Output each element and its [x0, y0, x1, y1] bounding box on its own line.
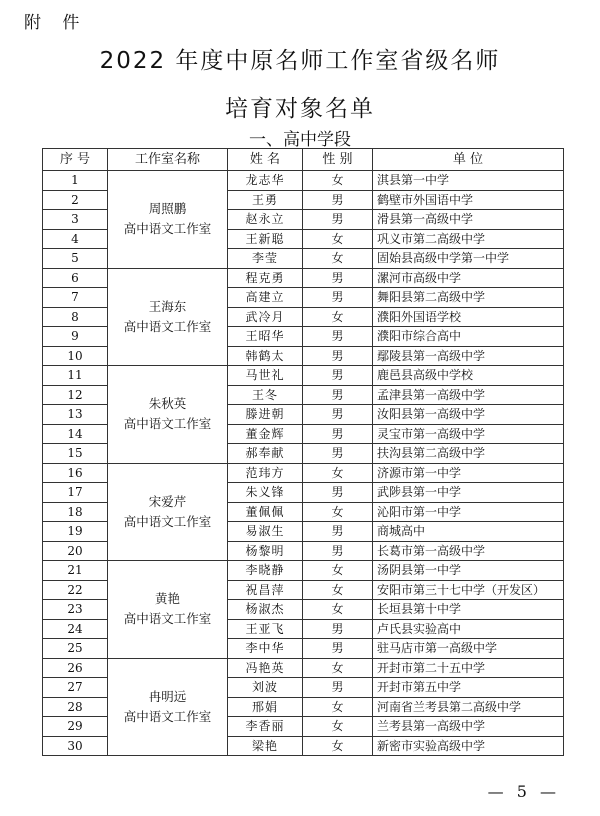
- roster-table: [42, 148, 564, 756]
- attachment-label: 附 件: [24, 13, 88, 33]
- person-gender: 女: [303, 502, 373, 522]
- table-row: [43, 268, 564, 288]
- table-row: [43, 561, 564, 581]
- person-name: 马世礼: [228, 366, 303, 386]
- person-gender: 男: [303, 639, 373, 659]
- row-number: 2: [43, 190, 108, 210]
- studio-leader-name: 周照鹏: [148, 201, 187, 217]
- table-row: [43, 463, 564, 483]
- person-name: 韩鹤太: [228, 346, 303, 366]
- studio-leader-name: 冉明远: [148, 688, 187, 704]
- person-name: 龙志华: [228, 171, 303, 191]
- row-number: 16: [43, 463, 108, 483]
- row-number: 10: [43, 346, 108, 366]
- row-number: 20: [43, 541, 108, 561]
- person-unit: 沁阳市第一中学: [373, 502, 564, 522]
- studio-cell: [108, 658, 228, 756]
- person-gender: 女: [303, 658, 373, 678]
- studio-cell: [108, 463, 228, 561]
- studio-leader-name: 黄艳: [154, 591, 180, 607]
- row-number: 8: [43, 307, 108, 327]
- column-header-studio: 工作室名称: [108, 149, 228, 171]
- row-number: 13: [43, 405, 108, 425]
- row-number: 1: [43, 171, 108, 191]
- person-unit: 孟津县第一高级中学: [373, 385, 564, 405]
- row-number: 27: [43, 678, 108, 698]
- person-name: 高建立: [228, 288, 303, 308]
- row-number: 22: [43, 580, 108, 600]
- row-number: 5: [43, 249, 108, 269]
- person-gender: 男: [303, 483, 373, 503]
- row-number: 28: [43, 697, 108, 717]
- person-name: 李中华: [228, 639, 303, 659]
- document-title-line1: 2022 年度中原名师工作室省级名师: [99, 48, 501, 74]
- person-gender: 男: [303, 619, 373, 639]
- person-name: 武冷月: [228, 307, 303, 327]
- person-unit: 鹿邑县高级中学校: [373, 366, 564, 386]
- studio-subject: 高中语文工作室: [123, 513, 212, 529]
- person-unit: 长垣县第十中学: [373, 600, 564, 620]
- page-number: — 5 —: [487, 782, 560, 801]
- person-unit: 汝阳县第一高级中学: [373, 405, 564, 425]
- column-header-number: 序 号: [43, 149, 108, 171]
- person-name: 王勇: [228, 190, 303, 210]
- person-gender: 男: [303, 268, 373, 288]
- person-name: 易淑生: [228, 522, 303, 542]
- person-unit: 鹤壁市外国语中学: [373, 190, 564, 210]
- person-unit: 灵宝市第一高级中学: [373, 424, 564, 444]
- row-number: 6: [43, 268, 108, 288]
- person-name: 董金辉: [228, 424, 303, 444]
- row-number: 3: [43, 210, 108, 230]
- row-number: 25: [43, 639, 108, 659]
- row-number: 24: [43, 619, 108, 639]
- row-number: 19: [43, 522, 108, 542]
- table-row: [43, 171, 564, 191]
- person-unit: 兰考县第一高级中学: [373, 717, 564, 737]
- studio-cell: [108, 171, 228, 269]
- person-unit: 济源市第一中学: [373, 463, 564, 483]
- person-gender: 男: [303, 541, 373, 561]
- person-name: 李莹: [228, 249, 303, 269]
- studio-cell: [108, 268, 228, 366]
- person-gender: 男: [303, 288, 373, 308]
- row-number: 4: [43, 229, 108, 249]
- document-title-line2: 培育对象名单: [225, 96, 375, 122]
- table-row: [43, 366, 564, 386]
- person-gender: 男: [303, 346, 373, 366]
- studio-leader-name: 宋爱芹: [148, 493, 187, 509]
- person-name: 王亚飞: [228, 619, 303, 639]
- person-gender: 男: [303, 385, 373, 405]
- person-name: 邢娟: [228, 697, 303, 717]
- person-gender: 男: [303, 327, 373, 347]
- row-number: 17: [43, 483, 108, 503]
- person-name: 祝昌萍: [228, 580, 303, 600]
- person-gender: 女: [303, 600, 373, 620]
- person-gender: 男: [303, 210, 373, 230]
- person-gender: 男: [303, 444, 373, 464]
- person-gender: 男: [303, 424, 373, 444]
- table-header-row: [43, 149, 564, 171]
- person-name: 李香丽: [228, 717, 303, 737]
- person-unit: 固始县高级中学第一中学: [373, 249, 564, 269]
- person-unit: 商城高中: [373, 522, 564, 542]
- person-gender: 男: [303, 366, 373, 386]
- person-gender: 女: [303, 717, 373, 737]
- roster-body: [43, 171, 564, 756]
- person-name: 梁艳: [228, 736, 303, 756]
- person-unit: 安阳市第三十七中学（开发区）: [373, 580, 564, 600]
- person-gender: 男: [303, 678, 373, 698]
- person-unit: 卢氏县实验高中: [373, 619, 564, 639]
- person-unit: 武陟县第一中学: [373, 483, 564, 503]
- row-number: 15: [43, 444, 108, 464]
- person-unit: 新密市实验高级中学: [373, 736, 564, 756]
- person-name: 杨黎明: [228, 541, 303, 561]
- studio-subject: 高中语文工作室: [123, 221, 212, 237]
- person-name: 董佩佩: [228, 502, 303, 522]
- person-name: 赵永立: [228, 210, 303, 230]
- person-unit: 驻马店市第一高级中学: [373, 639, 564, 659]
- row-number: 23: [43, 600, 108, 620]
- person-name: 滕进朝: [228, 405, 303, 425]
- person-gender: 女: [303, 463, 373, 483]
- row-number: 11: [43, 366, 108, 386]
- row-number: 18: [43, 502, 108, 522]
- person-unit: 漯河市高级中学: [373, 268, 564, 288]
- row-number: 14: [43, 424, 108, 444]
- column-header-name: 姓 名: [228, 149, 303, 171]
- person-unit: 河南省兰考县第二高级中学: [373, 697, 564, 717]
- column-header-unit: 单 位: [373, 149, 564, 171]
- person-name: 范玮方: [228, 463, 303, 483]
- person-gender: 女: [303, 736, 373, 756]
- person-gender: 女: [303, 229, 373, 249]
- studio-cell: [108, 561, 228, 659]
- studio-subject: 高中语文工作室: [123, 318, 212, 334]
- person-unit: 开封市第二十五中学: [373, 658, 564, 678]
- row-number: 7: [43, 288, 108, 308]
- person-name: 朱义锋: [228, 483, 303, 503]
- studio-leader-name: 朱秋英: [148, 396, 187, 412]
- row-number: 29: [43, 717, 108, 737]
- person-unit: 巩义市第二高级中学: [373, 229, 564, 249]
- studio-subject: 高中语文工作室: [123, 416, 212, 432]
- person-name: 王昭华: [228, 327, 303, 347]
- person-unit: 长葛市第一高级中学: [373, 541, 564, 561]
- person-name: 冯艳英: [228, 658, 303, 678]
- studio-subject: 高中语文工作室: [123, 611, 212, 627]
- person-gender: 男: [303, 522, 373, 542]
- person-unit: 汤阴县第一中学: [373, 561, 564, 581]
- row-number: 21: [43, 561, 108, 581]
- person-gender: 男: [303, 190, 373, 210]
- person-unit: 濮阳外国语学校: [373, 307, 564, 327]
- row-number: 12: [43, 385, 108, 405]
- row-number: 30: [43, 736, 108, 756]
- person-unit: 舞阳县第二高级中学: [373, 288, 564, 308]
- person-name: 程克勇: [228, 268, 303, 288]
- person-name: 王冬: [228, 385, 303, 405]
- person-gender: 女: [303, 580, 373, 600]
- person-name: 李晓静: [228, 561, 303, 581]
- person-gender: 女: [303, 249, 373, 269]
- person-name: 王新聪: [228, 229, 303, 249]
- person-name: 杨淑杰: [228, 600, 303, 620]
- person-gender: 女: [303, 697, 373, 717]
- column-header-gender: 性 别: [303, 149, 373, 171]
- person-gender: 男: [303, 405, 373, 425]
- person-gender: 女: [303, 307, 373, 327]
- person-unit: 扶沟县第二高级中学: [373, 444, 564, 464]
- studio-subject: 高中语文工作室: [123, 708, 212, 724]
- person-name: 郝奉献: [228, 444, 303, 464]
- person-gender: 女: [303, 171, 373, 191]
- person-unit: 淇县第一中学: [373, 171, 564, 191]
- row-number: 26: [43, 658, 108, 678]
- studio-cell: [108, 366, 228, 464]
- table-row: [43, 658, 564, 678]
- person-gender: 女: [303, 561, 373, 581]
- person-unit: 开封市第五中学: [373, 678, 564, 698]
- person-unit: 濮阳市综合高中: [373, 327, 564, 347]
- row-number: 9: [43, 327, 108, 347]
- person-unit: 鄢陵县第一高级中学: [373, 346, 564, 366]
- person-name: 刘波: [228, 678, 303, 698]
- studio-leader-name: 王海东: [148, 298, 187, 314]
- section-heading: 一、高中学段: [249, 130, 351, 150]
- person-unit: 滑县第一高级中学: [373, 210, 564, 230]
